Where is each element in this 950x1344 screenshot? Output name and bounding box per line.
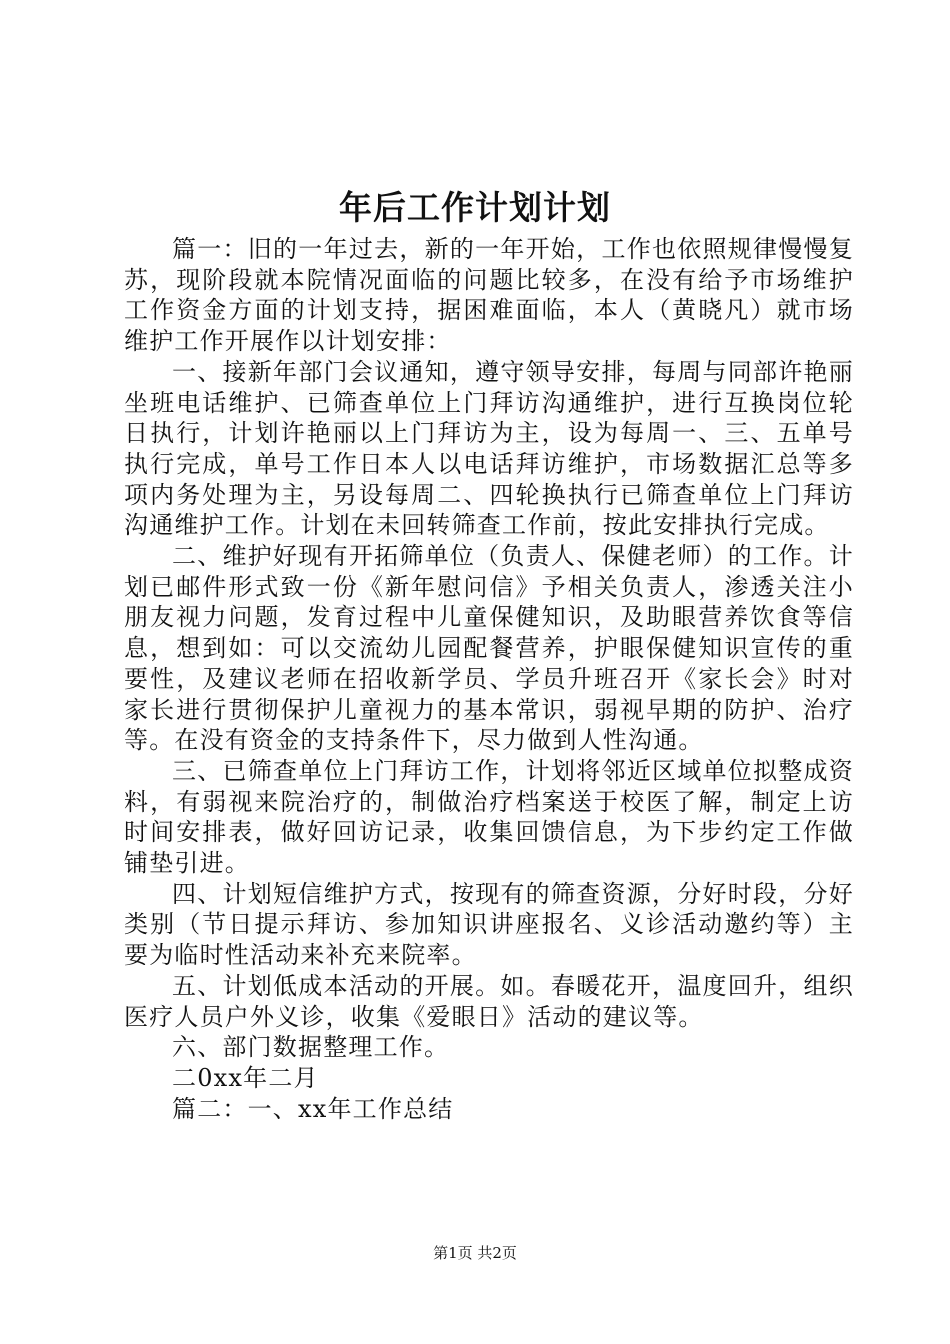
- paragraph-item-6: 六、部门数据整理工作。: [172, 1033, 450, 1062]
- paragraph-date: 二0xx年二月: [172, 1063, 319, 1092]
- paragraph-intro: 篇一：旧的一年过去，新的一年开始，工作也依照规律慢慢复苏，现阶段就本院情况面临的问题比较多，在没有给予市场维护工作资金方面的计划支持，据困难面临，本人（黄晓凡）就市场维护工作开展作以计划安排：: [124, 235, 854, 356]
- paragraph-item-4: 四、计划短信维护方式，按现有的筛查资源，分好时段，分好类别（节日提示拜访、参加知识讲座报名、义诊活动邀约等）主要为临时性活动来补充来院率。: [124, 879, 854, 970]
- paragraph-item-3: 三、已筛查单位上门拜访工作，计划将邻近区域单位拟整成资料，有弱视来院治疗的，制做治疗档案送于校医了解，制定上访时间安排表，做好回访记录，收集回馈信息，为下步约定工作做铺垫引进。: [124, 756, 854, 878]
- paragraph-item-2: 二、维护好现有开拓筛单位（负责人、保健老师）的工作。计划已邮件形式致一份《新年慰问信》予相关负责人，渗透关注小朋友视力问题，发育过程中儿童保健知识，及助眼营养饮食等信息，想到如：可以交流幼儿园配餐营养，护眼保健知识宣传的重要性，及建议老师在招收新学员、学员升班召开《家长会》时对家长进行贯彻保护儿童视力的基本常识，弱视早期的防护、治疗等。在没有资金的支持条件下，尽力做到人性沟通。: [124, 542, 854, 755]
- paragraph-item-5: 五、计划低成本活动的开展。如。春暖花开，温度回升，组织医疗人员户外义诊，收集《爱眼日》活动的建议等。: [124, 971, 854, 1031]
- document-body: [124, 234, 854, 1124]
- document-title: 年后工作计划计划: [339, 188, 611, 227]
- page-number-footer: 第1页 共2页: [433, 1244, 517, 1262]
- paragraph-item-1: 一、接新年部门会议通知，遵守领导安排，每周与同部许艳丽坐班电话维护、已筛查单位上门拜访沟通维护，进行互换岗位轮日执行，计划许艳丽以上门拜访为主，设为每周一、三、五单号执行完成，单号工作日本人以电话拜访维护，市场数据汇总等多项内务处理为主，另设每周二、四轮换执行已筛查单位上门拜访沟通维护工作。计划在未回转筛查工作前，按此安排执行完成。: [124, 357, 854, 540]
- paragraph-part-two: 篇二：一、xx年工作总结: [172, 1094, 454, 1123]
